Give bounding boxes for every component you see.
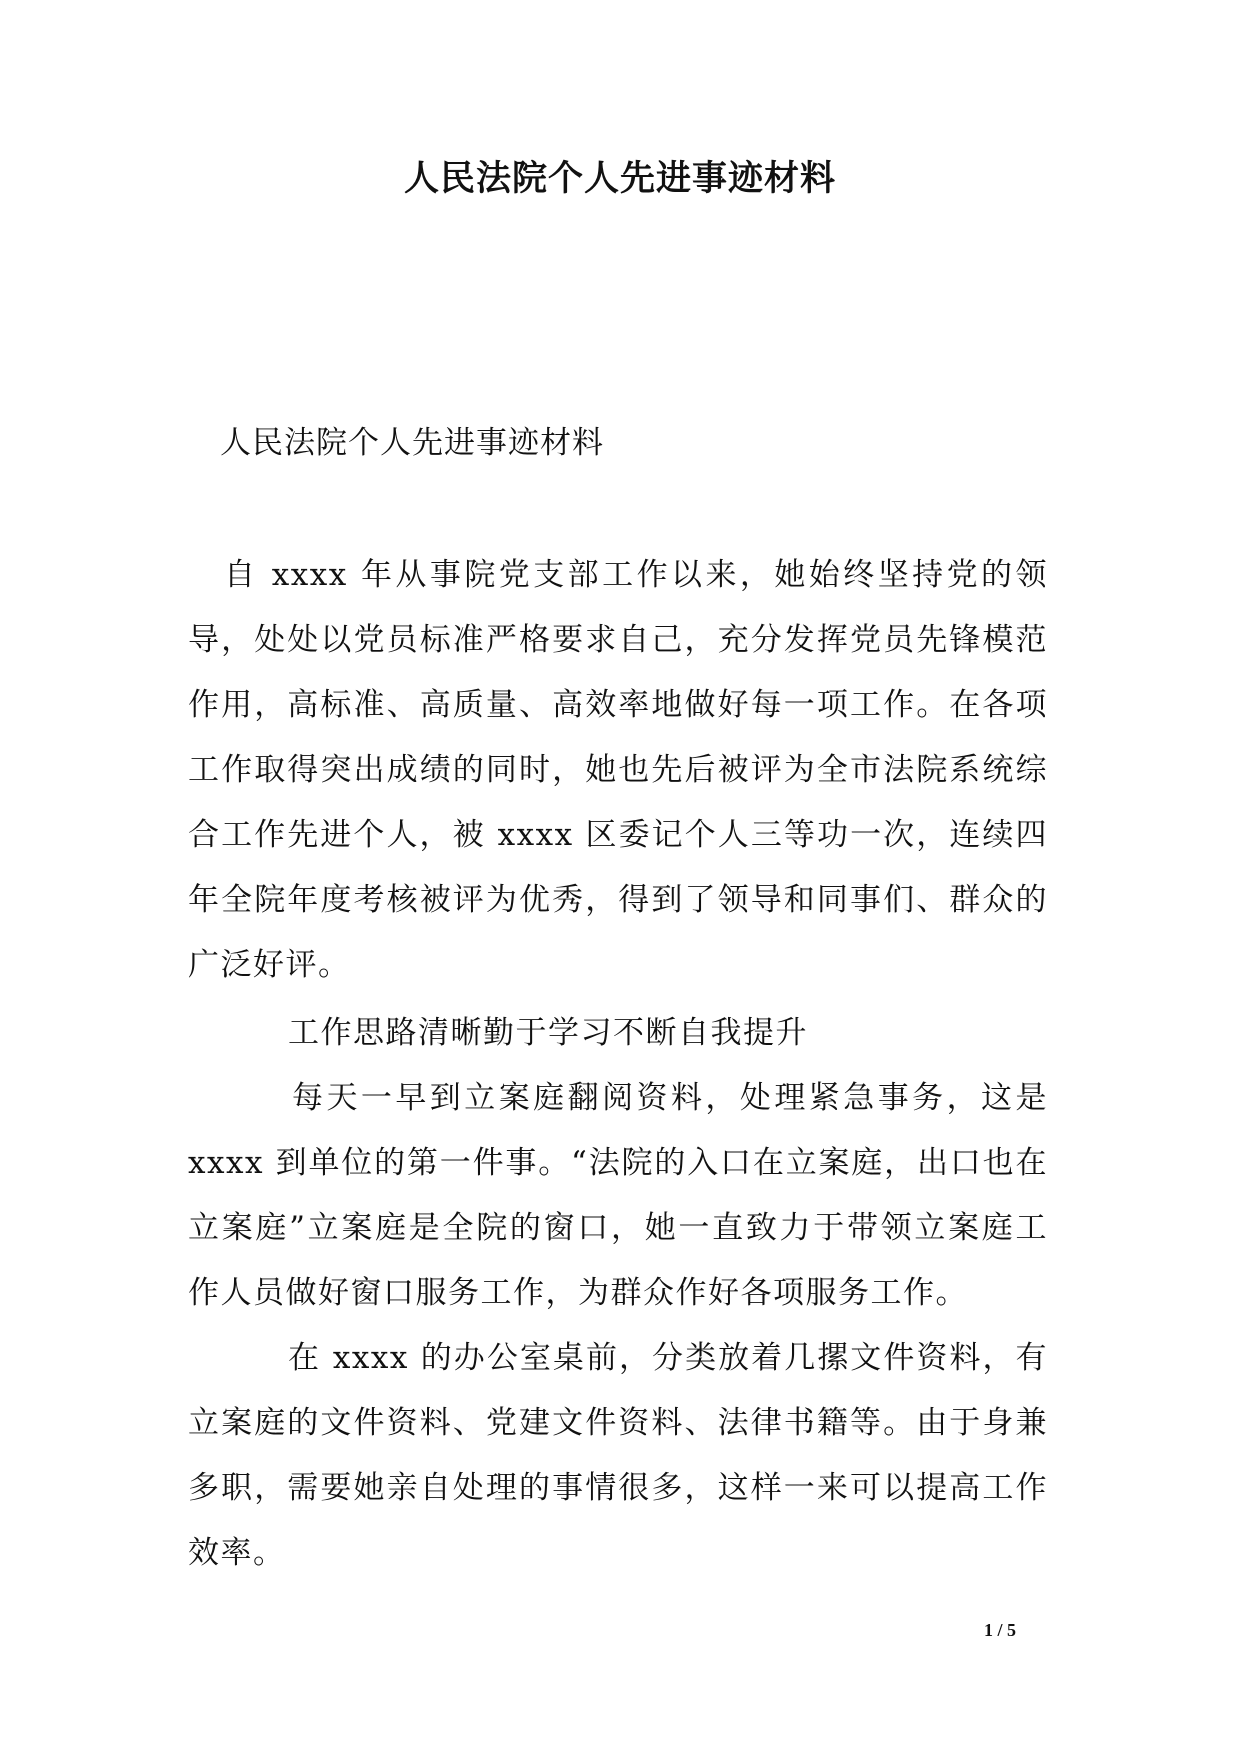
page-number: 1 / 5 bbox=[983, 1620, 1016, 1640]
paragraph-office-desk: 在 xxxx 的办公室桌前，分类放着几摞文件资料，有立案庭的文件资料、党建文件资料、法律书籍等。由于身兼多职，需要她亲自处理的事情很多，这样一来可以提高工作效率。 bbox=[188, 1340, 1048, 1571]
paragraph-daily-work: 每天一早到立案庭翻阅资料，处理紧急事务，这是 xxxx 到单位的第一件事。“法院的入口在立案庭，出口也在立案庭”立案庭是全院的窗口，她一直致力于带领立案庭工作人员做好窗口服务工作，为群众作好各项服务工作。 bbox=[188, 1080, 1048, 1311]
section-heading: 工作思路清晰勤于学习不断自我提升 bbox=[288, 1015, 808, 1051]
document-subtitle: 人民法院个人先进事迹材料 bbox=[220, 425, 604, 461]
document-title: 人民法院个人先进事迹材料 bbox=[403, 158, 836, 199]
paragraph-intro: 自 xxxx 年从事院党支部工作以来，她始终坚持党的领导，处处以党员标准严格要求自己，充分发挥党员先锋模范作用，高标准、高质量、高效率地做好每一项工作。在各项工作取得突出成绩的同时，她也先后被评为全市法院系统综合工作先进个人，被 xxxx 区委记个人三等功一次，连续四年全院年度考核被评为优秀，得到了领导和同事们、群众的广泛好评。 bbox=[188, 557, 1048, 983]
